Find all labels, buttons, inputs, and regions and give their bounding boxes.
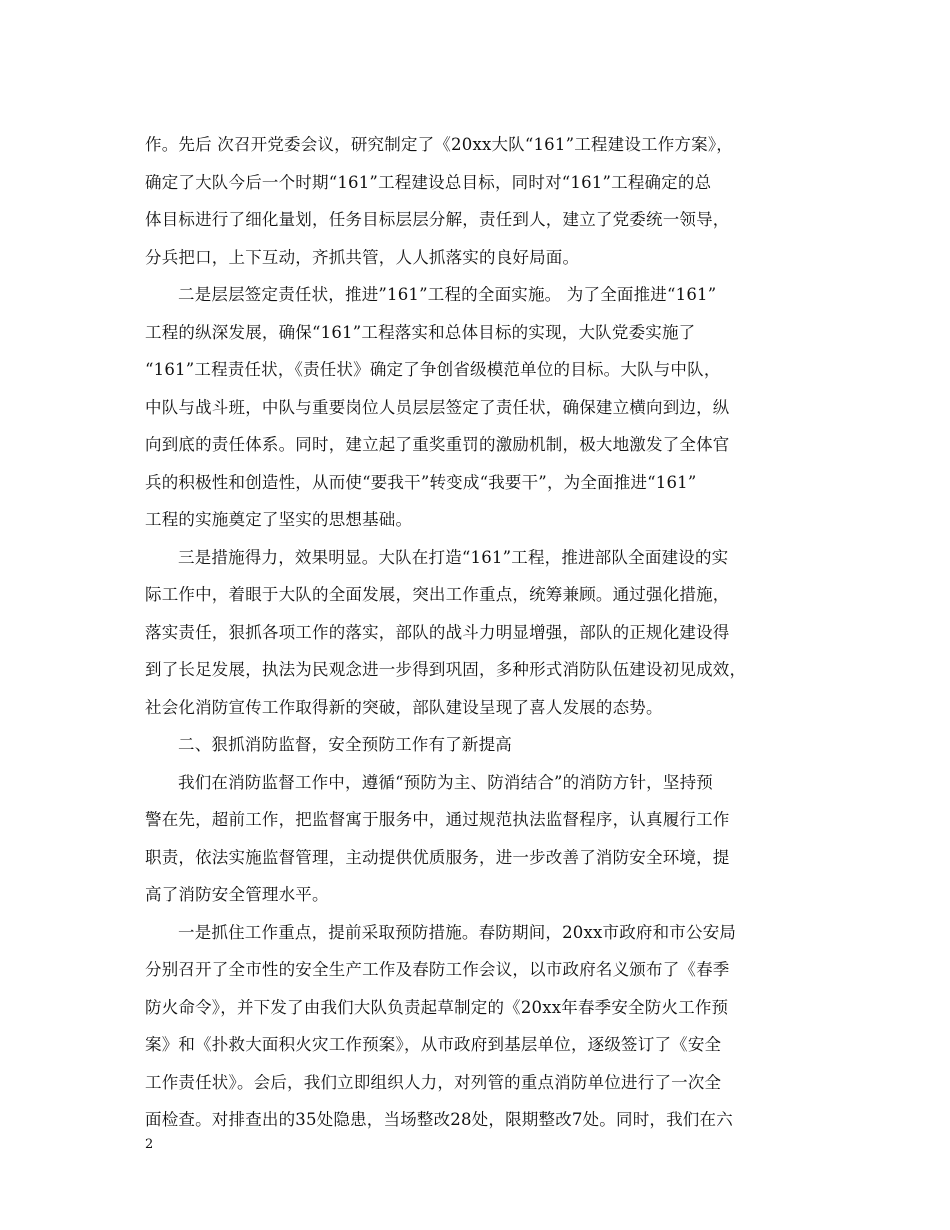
text-line: 防火命令》，并下发了由我们大队负责起草制定的《20xx年春季安全防火工作预 [145,997,729,1017]
text-line: 分别召开了全市性的安全生产工作及春防工作会议，以市政府名义颁布了《春季 [145,960,730,979]
text-line: 我们在消防监督工作中，遵循“预防为主、防消结合”的消防方针，坚持预 [178,772,713,792]
text-line: 确定了大队今后一个时期“161”工程建设总目标，同时对“161”工程确定的总 [145,172,712,192]
page-number: 2 [145,1137,154,1152]
text-line: 工程的纵深发展，确保“161”工程落实和总体目标的实现，大队党委实施了 [145,322,696,342]
text-line: 三是措施得力，效果明显。大队在打造“161”工程，推进部队全面建设的实 [178,547,729,567]
text-line: 作。先后 次召开党委会议，研究制定了《20xx大队“161”工程建设工作方案》， [145,135,733,154]
text-line: 一是抓住工作重点，提前采取预防措施。春防期间，20xx市政府和市公安局 [178,922,737,942]
text-line: 面检查。对排查出的35处隐患，当场整改28处，限期整改7处。同时，我们在六 [145,1110,733,1129]
text-line: 社会化消防宣传工作取得新的突破，部队建设呈现了喜人发展的态势。 [145,697,663,717]
text-line: 工作责任状》。会后，我们立即组织人力，对列管的重点消防单位进行了一次全 [145,1072,722,1092]
text-line: 高了消防安全管理水平。 [145,885,329,904]
text-line: 落实责任，狠抓各项工作的落实，部队的战斗力明显增强，部队的正规化建设得 [145,622,730,642]
text-line: “161”工程责任状，《责任状》确定了争创省级模范单位的目标。大队与中队， [145,360,721,379]
text-line: 中队与战斗班，中队与重要岗位人员层层签定了责任状，确保建立横向到边，纵 [145,397,730,417]
text-line: 警在先，超前工作，把监督寓于服务中，通过规范执法监督程序，认真履行工作 [145,810,730,829]
text-line: 向到底的责任体系。同时，建立起了重奖重罚的激励机制，极大地激发了全体官 [145,435,730,454]
text-line: 案》和《扑救大面积火灾工作预案》，从市政府到基层单位，逐级签订了《安全 [145,1035,722,1054]
text-line: 二、狠抓消防监督，安全预防工作有了新提高 [178,735,512,754]
text-line: 兵的积极性和创造性，从而使“要我干”转变成“我要干”，为全面推进“161” [145,472,697,492]
text-line: 二是层层签定责任状，推进”161”工程的全面实施。 为了全面推进“161” [178,285,717,304]
text-line: 际工作中，着眼于大队的全面发展，突出工作重点，统筹兼顾。通过强化措施， [145,585,730,604]
text-line: 分兵把口，上下互动，齐抓共管，人人抓落实的良好局面。 [145,247,580,267]
document-body [145,126,805,1139]
text-line: 到了长足发展，执法为民观念进一步得到巩固，多种形式消防队伍建设初见成效， [145,660,747,679]
text-line: 体目标进行了细化量划，任务目标层层分解，责任到人，建立了党委统一领导， [145,210,730,229]
text-line: 工程的实施奠定了坚实的思想基础。 [145,510,413,529]
text-line: 职责，依法实施监督管理，主动提供优质服务，进一步改善了消防安全环境，提 [145,847,730,867]
